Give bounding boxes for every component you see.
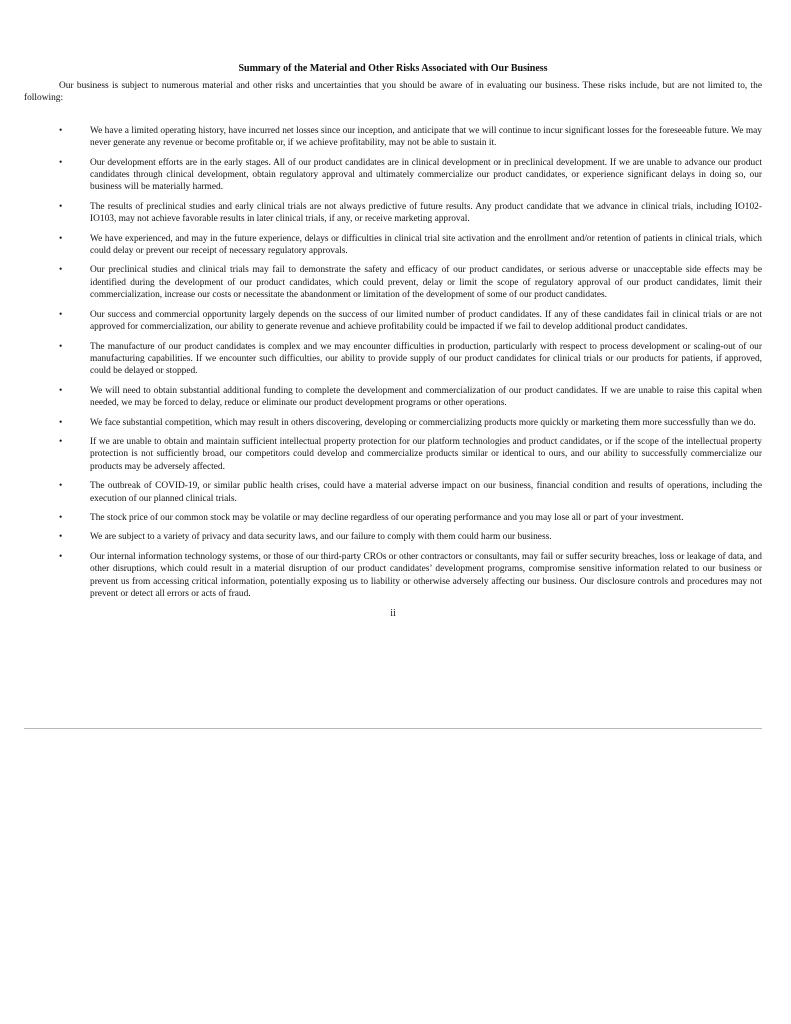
intro-paragraph: Our business is subject to numerous material and other risks and uncertainties that you should be aware of in evaluating our business. These risks include, but are not limited to, the following: bbox=[24, 81, 762, 104]
document-page bbox=[24, 62, 762, 620]
risk-item bbox=[24, 436, 762, 473]
bullet-icon: • bbox=[59, 309, 63, 320]
risk-text: We have a limited operating history, have incurred net losses since our inception, and anticipate that we will continue to incur significant losses for the foreseeable future. We may never generate any revenue or become profitable or, if we achieve profitability, may not be able to sustain it. bbox=[90, 125, 762, 149]
risk-item bbox=[24, 233, 762, 258]
risk-item bbox=[24, 157, 762, 194]
risk-text: We face substantial competition, which may result in others discovering, developing or commercializing products more quickly or marketing them more successfully than we do. bbox=[90, 417, 756, 428]
risk-item bbox=[24, 417, 762, 429]
risk-text: Our development efforts are in the early stages. All of our product candidates are in clinical development or in preclinical development. If we are unable to advance our product candidates through clinical development, obtain regulatory approval and ultimately commercialize our product candidates, or experience significant delays in doing so, our business will be materially harmed. bbox=[90, 157, 762, 193]
bullet-icon: • bbox=[59, 385, 63, 396]
risk-item bbox=[24, 341, 762, 378]
risk-text: Our preclinical studies and clinical trials may fail to demonstrate the safety and efficacy of our product candidates, or serious adverse or unacceptable side effects may be identified during the development of our product candidates, which could prevent, delay or limit the scope of regulatory approval of our product candidates, limit their commercialization, increase our costs or necessitate the abandonment or limitation of the development of some of our product candidates. bbox=[90, 265, 762, 301]
risk-item bbox=[24, 480, 762, 505]
risk-list bbox=[24, 125, 762, 601]
bullet-icon: • bbox=[59, 341, 63, 352]
bullet-icon: • bbox=[59, 417, 63, 428]
page-divider bbox=[24, 728, 762, 729]
risk-text: We are subject to a variety of privacy and data security laws, and our failure to comply with them could harm our business. bbox=[90, 532, 552, 543]
risk-text: Our internal information technology systems, or those of our third-party CROs or other contractors or consultants, may fail or suffer security breaches, loss or leakage of data, and other disruptions, which could result in a material disruption of our product candidates’ development programs, compromise sensitive information related to our business or prevent us from accessing critical information, potentially exposing us to liability or otherwise adversely affecting our business. Our disclosure controls and procedures may not prevent or detect all errors or acts of fraud. bbox=[90, 551, 762, 599]
bullet-icon: • bbox=[59, 233, 63, 244]
risk-text: The manufacture of our product candidates is complex and we may encounter difficulties in production, particularly with respect to process development or scaling-out of our manufacturing capabilities. If we encounter such difficulties, our ability to provide supply of our product candidates for clinical trials or our products for patients, if approved, could be delayed or stopped. bbox=[90, 341, 762, 377]
risk-item bbox=[24, 531, 762, 543]
risk-item bbox=[24, 512, 762, 524]
risk-item bbox=[24, 201, 762, 226]
risk-item bbox=[24, 385, 762, 410]
risk-item bbox=[24, 125, 762, 150]
bullet-icon: • bbox=[59, 265, 63, 276]
bullet-icon: • bbox=[59, 481, 63, 492]
bullet-icon: • bbox=[59, 125, 63, 136]
risk-item bbox=[24, 264, 762, 301]
risk-text: We have experienced, and may in the future experience, delays or difficulties in clinical trial site activation and the enrollment and/or retention of patients in clinical trials, which could delay or prevent our receipt of necessary regulatory approvals. bbox=[90, 233, 762, 257]
risk-text: The results of preclinical studies and early clinical trials are not always predictive of future results. Any product candidate that we advance in clinical trials, including IO102-IO103, may not achieve favorable results in later clinical trials, if any, or receive marketing approval. bbox=[90, 201, 762, 225]
risk-text: We will need to obtain substantial additional funding to complete the development and commercialization of our product candidates. If we are unable to raise this capital when needed, we may be forced to delay, reduce or eliminate our product development programs or other operations. bbox=[90, 385, 762, 409]
risk-item bbox=[24, 309, 762, 334]
page-number: ii bbox=[390, 608, 396, 620]
risk-item bbox=[24, 551, 762, 601]
bullet-icon: • bbox=[59, 201, 63, 212]
risk-text: The outbreak of COVID-19, or similar public health crises, could have a material adverse impact on our business, financial condition and results of operations, including the execution of our planned clinical trials. bbox=[90, 481, 762, 504]
risk-text: Our success and commercial opportunity largely depends on the success of our limited number of product candidates. If any of these candidates fail in clinical trials or are not approved for commercialization, our ability to generate revenue and achieve profitability could be impacted if we fail to develop additional product candidates. bbox=[90, 309, 762, 333]
bullet-icon: • bbox=[59, 532, 63, 543]
bullet-icon: • bbox=[59, 551, 63, 562]
bullet-icon: • bbox=[59, 436, 63, 447]
bullet-icon: • bbox=[59, 157, 63, 168]
risk-text: The stock price of our common stock may be volatile or may decline regardless of our operating performance and you may lose all or part of your investment. bbox=[90, 512, 684, 523]
risk-text: If we are unable to obtain and maintain sufficient intellectual property protection for our platform technologies and product candidates, or if the scope of the intellectual property protection is not sufficiently broad, our competitors could develop and commercialize products similar or identical to ours, and our ability to successfully commercialize our products may be adversely affected. bbox=[90, 436, 762, 472]
section-title: Summary of the Material and Other Risks Associated with Our Business bbox=[238, 63, 548, 74]
bullet-icon: • bbox=[59, 512, 63, 523]
